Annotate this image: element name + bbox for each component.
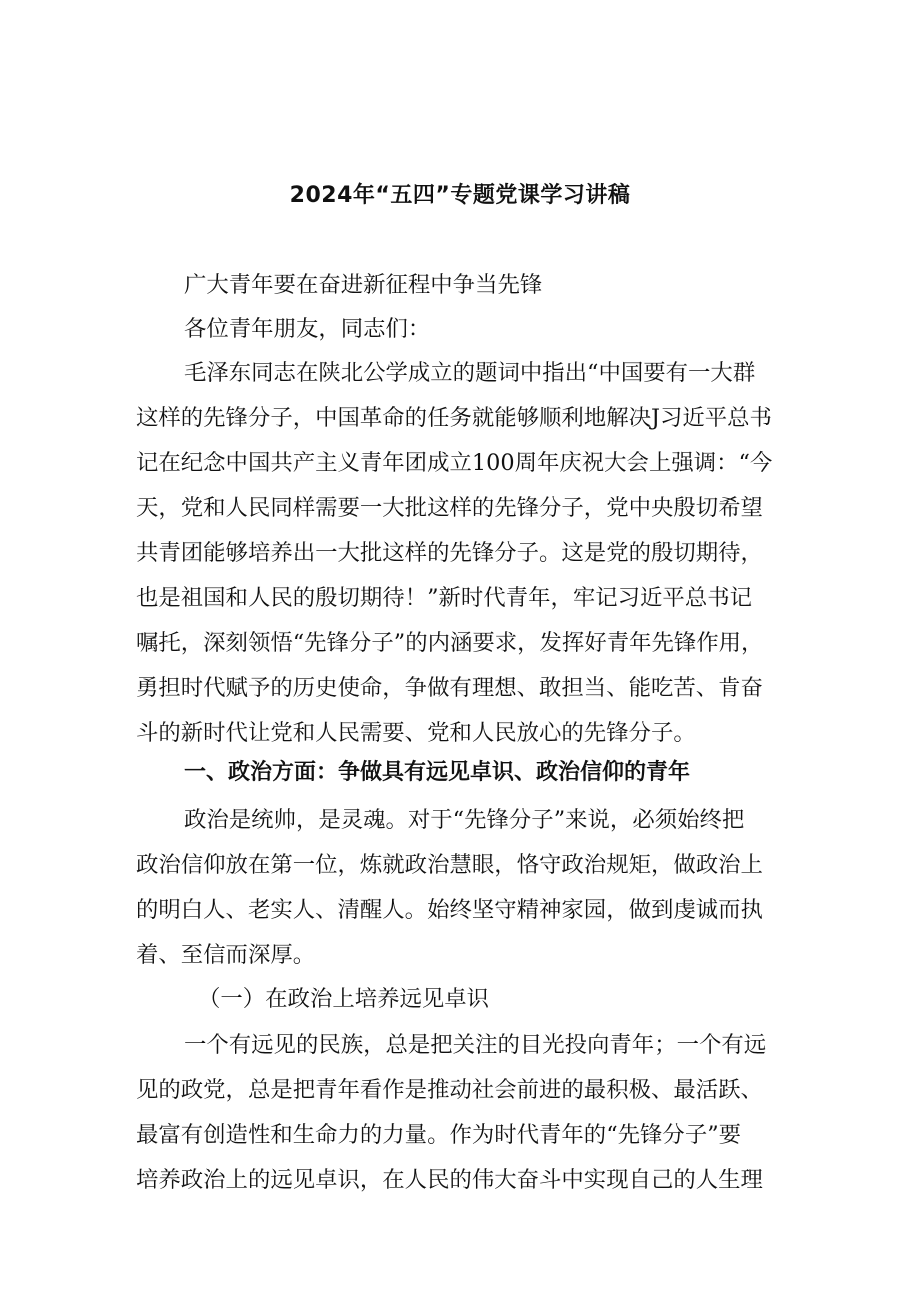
paragraph-line: 一个有远见的民族，总是把关注的目光投向青年；一个有远 (184, 1032, 767, 1058)
paragraph-line: 共青团能够培养出一大批这样的先锋分子。这是党的殷切期待， (136, 540, 763, 566)
document-subtitle: 广大青年要在奋进新征程中争当先锋 (184, 272, 543, 298)
greeting-line: 各位青年朋友，同志们： (184, 316, 431, 342)
subsection-heading: （一）在政治上培养远见卓识 (198, 986, 490, 1012)
paragraph-line: 培养政治上的远见卓识，在人民的伟大奋斗中实现自己的人生理 (136, 1167, 763, 1193)
paragraph-line: 记在纪念中国共产主义青年团成立100周年庆祝大会上强调：“今 (136, 450, 773, 476)
paragraph-line: 着、至信而深厚。 (136, 942, 316, 968)
paragraph-line: 政治信仰放在第一位，炼就政治慧眼，恪守政治规矩，做政治上 (136, 852, 763, 878)
paragraph-line: 嘱托，深刻领悟“先锋分子”的内涵要求，发挥好青年先锋作用， (136, 630, 764, 656)
paragraph-line: 天，党和人民同样需要一大批这样的先锋分子，党中央殷切希望 (136, 495, 763, 521)
document-title: 2024年“五四”专题党课学习讲稿 (289, 183, 631, 208)
paragraph-line: 毛泽东同志在陕北公学成立的题词中指出“中国要有一大群 (184, 360, 756, 386)
paragraph-line: 的明白人、老实人、清醒人。始终坚守精神家园，做到虔诚而执 (136, 897, 763, 923)
paragraph-line: 也是祖国和人民的殷切期待！”新时代青年，牢记习近平总书记 (136, 585, 752, 611)
paragraph-line: 勇担时代赋予的历史使命，争做有理想、敢担当、能吃苦、肯奋 (136, 675, 763, 701)
paragraph-line: 见的政党，总是把青年看作是推动社会前进的最积极、最活跃、 (136, 1077, 763, 1103)
section-heading: 一、政治方面：争做具有远见卓识、政治信仰的青年 (184, 760, 691, 785)
paragraph-line: 政治是统帅，是灵魂。对于“先锋分子”来说，必须始终把 (184, 807, 745, 833)
paragraph-line: 斗的新时代让党和人民需要、党和人民放心的先锋分子。 (136, 720, 696, 746)
paragraph-line: 这样的先锋分子，中国革命的任务就能够顺利地解决J习近平总书 (136, 405, 772, 431)
paragraph-line: 最富有创造性和生命力的力量。作为时代青年的“先锋分子”要 (136, 1122, 742, 1148)
